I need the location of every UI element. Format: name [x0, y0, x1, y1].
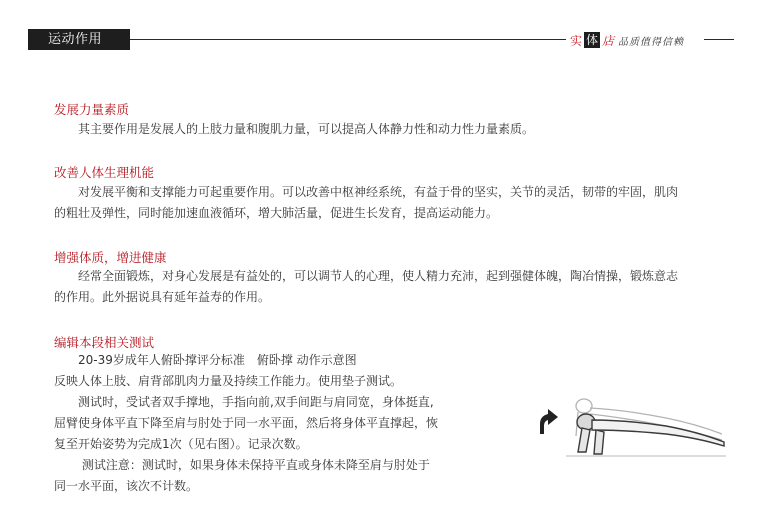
text-line: 屈臂使身体平直下降至肩与肘处于同一水平面，然后将身体平直撑起，恢	[54, 416, 439, 430]
section-body-testing	[54, 350, 438, 497]
push-up-illustration	[526, 384, 730, 466]
text-line: 的粗壮及弹性，同时能加速血液循环，增大肺活量，促进生长发育，提高运动能力。	[54, 206, 499, 220]
section-tab[interactable]: 运动作用	[28, 29, 130, 50]
text-line: 测试时，受试者双手撑地，手指向前,双手间距与肩同宽，身体挺直,	[54, 395, 434, 409]
section-title-physiology: 改善人体生理机能	[54, 165, 155, 180]
section-body-strength	[54, 119, 534, 140]
up-arrow-icon	[540, 409, 558, 434]
section-title-health: 增强体质，增进健康	[54, 250, 167, 265]
header-divider-right	[704, 39, 734, 40]
text-line: 20-39岁成年人俯卧撑评分标准 俯卧撑 动作示意图	[54, 353, 357, 367]
text-line: 同一水平面，该次不计数。	[54, 479, 199, 493]
text-line: 的作用。此外据说具有延年益寿的作用。	[54, 290, 271, 304]
section-title-testing: 编辑本段相关测试	[54, 335, 155, 350]
slogan-part-3: 店	[602, 33, 615, 48]
text-line: 复至开始姿势为完成1次（见右图）。记录次数。	[54, 437, 308, 451]
header-divider-left	[130, 39, 566, 40]
text-line: 其主要作用是发展人的上肢力量和腹肌力量，可以提高人体静力性和动力性力量素质。	[54, 122, 535, 136]
section-body-physiology	[54, 182, 678, 224]
slogan-part-2: 体	[586, 33, 599, 47]
header-bar	[0, 0, 758, 60]
header-slogan	[570, 30, 684, 50]
push-up-figure-icon	[526, 384, 730, 466]
text-line: 对发展平衡和支撑能力可起重要作用。可以改善中枢神经系统，有益于骨的坚实，关节的灵活，韧带的牢固，肌肉	[54, 185, 679, 199]
text-line: 反映人体上肢、肩背部肌肉力量及持续工作能力。使用垫子测试。	[54, 374, 403, 388]
text-line: 经常全面锻炼，对身心发展是有益处的，可以调节人的心理，使人精力充沛，起到强健体魄，陶冶情操，锻炼意志	[54, 269, 679, 283]
section-body-health	[54, 266, 678, 308]
slogan-part-1: 实	[570, 33, 583, 48]
text-line: 测试注意：测试时，如果身体未保持平直或身体未降至肩与肘处于	[54, 458, 430, 472]
slogan-part-4: 品质值得信赖	[618, 36, 685, 48]
section-title-strength: 发展力量素质	[54, 102, 130, 117]
